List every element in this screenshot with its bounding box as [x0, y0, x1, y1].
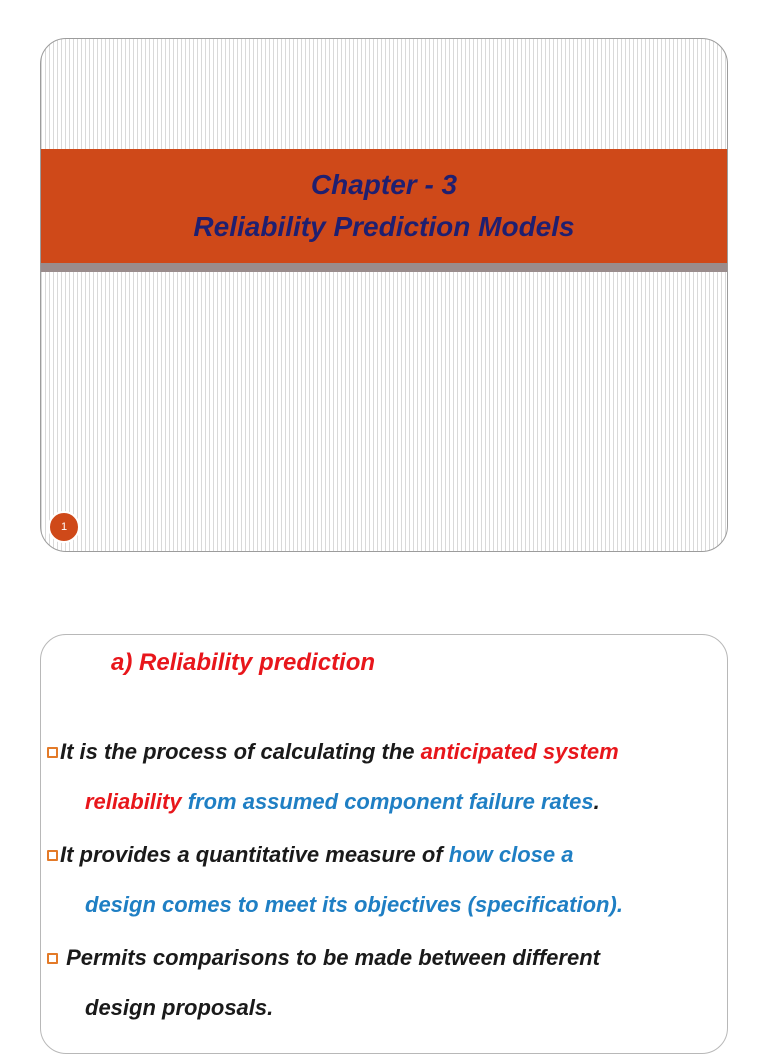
title-band-shadow [41, 263, 727, 272]
bullet-text: It provides a quantitative measure of [60, 842, 449, 867]
bullet-text: Permits comparisons to be made between different [60, 945, 600, 970]
bullet-text: . [593, 789, 600, 814]
bullet-item [49, 830, 691, 930]
bullet-text: It is the process of calculating the [60, 739, 421, 764]
bullet-continuation: design comes to meet its objectives (specification). [85, 892, 623, 917]
bullet-emphasis: how close a [448, 842, 574, 867]
chapter-subtitle: Reliability Prediction Models [193, 211, 575, 242]
bullet-list [49, 727, 691, 1036]
bullet-item [49, 933, 691, 1033]
chapter-title: Chapter - 3 [310, 169, 458, 200]
bullet-highlight: anticipated system [420, 739, 619, 764]
checkbox-bullet-icon [47, 953, 58, 964]
bullet-item [49, 727, 691, 827]
bullet-continuation [49, 777, 691, 827]
slide-number-badge: 1 [48, 511, 80, 543]
checkbox-bullet-icon [47, 850, 58, 861]
checkbox-bullet-icon [47, 747, 58, 758]
bullet-highlight: reliability [85, 789, 182, 814]
title-slide [40, 38, 728, 552]
bullet-emphasis: from assumed component failure rates [181, 789, 594, 814]
bullet-continuation: design proposals. [85, 995, 274, 1020]
section-heading: a) Reliability prediction [111, 649, 376, 676]
content-slide [40, 634, 728, 1054]
title-band [41, 149, 727, 263]
